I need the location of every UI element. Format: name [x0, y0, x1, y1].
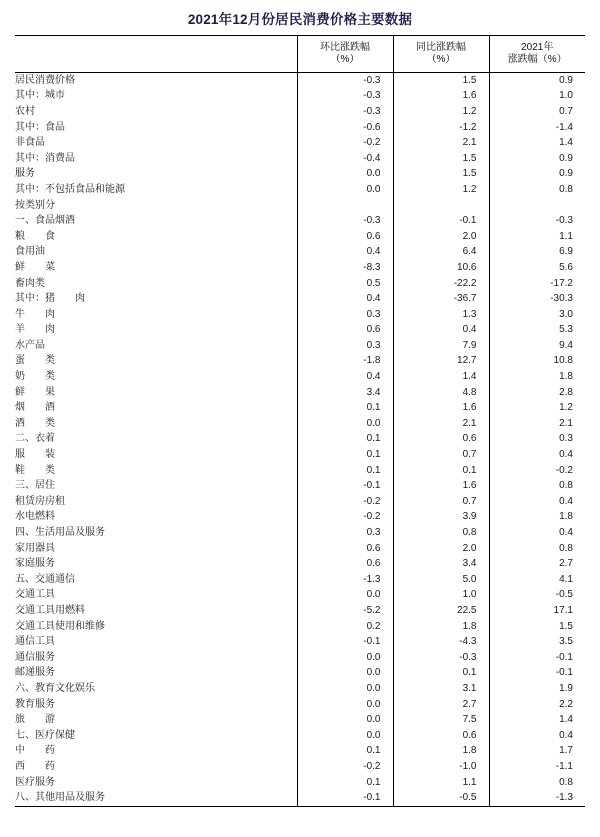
row-value: 0.0 [297, 650, 393, 666]
row-label: 农村 [15, 105, 35, 117]
row-value: -0.5 [489, 588, 585, 604]
row-value: 1.4 [489, 135, 585, 151]
row-value: 0.1 [393, 463, 489, 479]
row-value: 0.0 [297, 697, 393, 713]
row-value: 0.3 [297, 525, 393, 541]
row-value: -5.2 [297, 603, 393, 619]
table-row [15, 245, 585, 261]
row-value: 0.4 [297, 291, 393, 307]
row-label: 四、生活用品及服务 [15, 527, 105, 539]
row-label: 租赁房房租 [15, 495, 65, 507]
row-value: 0.8 [489, 775, 585, 791]
row-value: 0.9 [489, 167, 585, 183]
header-mom-line1: 环比涨跌幅 [320, 42, 370, 53]
row-label: 其中：消费品 [15, 152, 75, 164]
row-label: 鲜 果 [15, 386, 55, 398]
row-label: 教育服务 [15, 698, 55, 710]
row-label: 服 装 [15, 449, 55, 461]
table-row [15, 744, 585, 760]
row-value: 2.1 [393, 135, 489, 151]
row-value: 1.8 [393, 619, 489, 635]
row-value: 2.0 [393, 541, 489, 557]
header-cell-blank [15, 36, 297, 73]
row-value: 17.1 [489, 603, 585, 619]
header-yoy-line2: （%） [426, 54, 456, 65]
row-value: -0.1 [393, 213, 489, 229]
table-row [15, 650, 585, 666]
table-row [15, 603, 585, 619]
row-value: 0.0 [297, 588, 393, 604]
row-value: -0.6 [297, 120, 393, 136]
row-value: -0.2 [297, 135, 393, 151]
row-value: 1.6 [393, 478, 489, 494]
table-row [15, 135, 585, 151]
row-label: 其中：猪 肉 [15, 293, 85, 305]
row-value: 0.3 [489, 432, 585, 448]
row-value: 1.7 [489, 744, 585, 760]
row-value: 1.6 [393, 89, 489, 105]
row-label: 畜肉类 [15, 277, 45, 289]
row-value: -1.8 [297, 354, 393, 370]
row-value: 0.7 [489, 104, 585, 120]
table-row [15, 307, 585, 323]
row-value: 0.1 [297, 775, 393, 791]
row-value: 1.2 [393, 182, 489, 198]
table-row [15, 588, 585, 604]
row-value: -36.7 [393, 291, 489, 307]
row-label: 中 药 [15, 745, 55, 757]
row-value: 1.5 [489, 619, 585, 635]
table-row [15, 697, 585, 713]
row-value [489, 198, 585, 214]
row-value: 5.0 [393, 572, 489, 588]
row-value: 1.9 [489, 681, 585, 697]
row-value: -0.1 [489, 650, 585, 666]
row-label: 家用器具 [15, 542, 55, 554]
table-row [15, 463, 585, 479]
row-value: 9.4 [489, 338, 585, 354]
row-label: 交通工具 [15, 589, 55, 601]
row-label: 其中：城市 [15, 90, 65, 102]
table-row [15, 73, 585, 89]
row-value: 3.4 [297, 385, 393, 401]
row-value: 1.6 [393, 400, 489, 416]
table-row [15, 198, 585, 214]
row-label: 鲜 菜 [15, 261, 55, 273]
row-value: 0.6 [393, 432, 489, 448]
row-value: 0.4 [489, 525, 585, 541]
row-label: 二、衣着 [15, 433, 55, 445]
table-row [15, 385, 585, 401]
table-row [15, 416, 585, 432]
row-value: 0.1 [297, 432, 393, 448]
row-value: -17.2 [489, 276, 585, 292]
table-body [15, 73, 585, 806]
header-cell-mom [297, 36, 393, 73]
table-row [15, 634, 585, 650]
row-value: 12.7 [393, 354, 489, 370]
row-value: 3.9 [393, 510, 489, 526]
row-value: -4.3 [393, 634, 489, 650]
table-row [15, 369, 585, 385]
row-value: -0.2 [297, 494, 393, 510]
row-value: -0.3 [297, 89, 393, 105]
table-row [15, 712, 585, 728]
cpi-data-table [15, 35, 585, 806]
header-cell-annual [489, 36, 585, 73]
row-label: 按类别分 [15, 199, 55, 211]
header-mom-line2: （%） [330, 54, 360, 65]
row-value: 1.3 [393, 307, 489, 323]
table-row [15, 89, 585, 105]
row-value: 2.1 [489, 416, 585, 432]
row-value: -1.3 [297, 572, 393, 588]
row-label: 服务 [15, 168, 35, 180]
row-label: 西 药 [15, 760, 55, 772]
table-row [15, 681, 585, 697]
row-value: 0.0 [297, 728, 393, 744]
row-value: 0.4 [297, 369, 393, 385]
table-row [15, 400, 585, 416]
table-row [15, 213, 585, 229]
row-value: 1.4 [393, 369, 489, 385]
table-row [15, 494, 585, 510]
header-yoy-line1: 同比涨跌幅 [416, 42, 466, 53]
row-value: 0.4 [489, 494, 585, 510]
row-value: 1.8 [489, 369, 585, 385]
row-value: 0.6 [297, 323, 393, 339]
row-label: 一、食品烟酒 [15, 215, 75, 227]
row-value: 1.1 [393, 775, 489, 791]
row-label: 羊 肉 [15, 324, 55, 336]
row-label: 蛋 类 [15, 355, 55, 367]
row-label: 交通工具使用和维修 [15, 620, 105, 632]
table-row [15, 104, 585, 120]
table-row [15, 229, 585, 245]
row-value [393, 198, 489, 214]
row-label: 三、居住 [15, 480, 55, 492]
row-value: -1.2 [393, 120, 489, 136]
row-value: -0.3 [489, 213, 585, 229]
row-label: 鞋 类 [15, 464, 55, 476]
row-value: 0.1 [297, 447, 393, 463]
header-annual-line1: 2021年 [521, 42, 554, 53]
table-row [15, 432, 585, 448]
row-value: 0.0 [297, 712, 393, 728]
row-value: 3.5 [489, 634, 585, 650]
row-value: 0.1 [297, 744, 393, 760]
row-value: 7.5 [393, 712, 489, 728]
table-row [15, 167, 585, 183]
row-value: -0.2 [489, 463, 585, 479]
row-value: 1.0 [489, 89, 585, 105]
row-value: -0.3 [393, 650, 489, 666]
row-label: 医疗服务 [15, 776, 55, 788]
row-label: 牛 肉 [15, 308, 55, 320]
row-value: 0.0 [297, 182, 393, 198]
row-value: 1.2 [393, 104, 489, 120]
row-value: 0.6 [297, 229, 393, 245]
row-value: 0.3 [297, 338, 393, 354]
row-value: 1.1 [489, 229, 585, 245]
row-value: -0.2 [297, 510, 393, 526]
row-value: 0.4 [489, 447, 585, 463]
table-row [15, 447, 585, 463]
table-row [15, 728, 585, 744]
row-label: 其中：食品 [15, 121, 65, 133]
row-value: 2.7 [489, 556, 585, 572]
row-label: 八、其他用品及服务 [15, 792, 105, 804]
row-label: 六、教育文化娱乐 [15, 682, 95, 694]
header-row [15, 36, 585, 73]
row-value: 1.8 [393, 744, 489, 760]
row-value: 0.8 [489, 541, 585, 557]
row-label: 五、交通通信 [15, 573, 75, 585]
row-value: -0.5 [393, 790, 489, 806]
table-row [15, 338, 585, 354]
row-value: -0.3 [297, 213, 393, 229]
row-value: 0.6 [297, 541, 393, 557]
table-row [15, 291, 585, 307]
row-value: -30.3 [489, 291, 585, 307]
row-value: -0.4 [297, 151, 393, 167]
row-value: 0.8 [393, 525, 489, 541]
table-row [15, 572, 585, 588]
row-value: -1.3 [489, 790, 585, 806]
table-row [15, 323, 585, 339]
row-value: -0.3 [297, 73, 393, 89]
row-value: -0.3 [297, 104, 393, 120]
table-row [15, 790, 585, 806]
table-row [15, 120, 585, 136]
row-value: 2.2 [489, 697, 585, 713]
row-value: 2.8 [489, 385, 585, 401]
row-label: 烟 酒 [15, 402, 55, 414]
row-value: 0.4 [393, 323, 489, 339]
row-value: 0.0 [297, 666, 393, 682]
table-row [15, 759, 585, 775]
row-label: 交通工具用燃料 [15, 604, 85, 616]
row-value: 1.0 [393, 588, 489, 604]
row-value: 5.6 [489, 260, 585, 276]
row-label: 家庭服务 [15, 558, 55, 570]
table-row [15, 182, 585, 198]
table-row [15, 775, 585, 791]
row-value: 10.8 [489, 354, 585, 370]
table-row [15, 260, 585, 276]
header-cell-yoy [393, 36, 489, 73]
row-label: 食用油 [15, 246, 45, 258]
row-value: 1.5 [393, 167, 489, 183]
row-value: 0.8 [489, 182, 585, 198]
row-value: 2.7 [393, 697, 489, 713]
row-value: 1.4 [489, 712, 585, 728]
table-row [15, 510, 585, 526]
row-value: -0.2 [297, 759, 393, 775]
row-value: 1.5 [393, 73, 489, 89]
row-label: 非食品 [15, 137, 45, 149]
row-label: 通信工具 [15, 636, 55, 648]
row-value: 0.2 [297, 619, 393, 635]
table-row [15, 556, 585, 572]
table-bottom-rule [15, 806, 585, 807]
row-label: 粮 食 [15, 230, 55, 242]
row-value: 4.8 [393, 385, 489, 401]
row-value: 0.1 [297, 463, 393, 479]
row-value: 7.9 [393, 338, 489, 354]
row-value: -0.1 [297, 634, 393, 650]
row-value: 5.3 [489, 323, 585, 339]
table-row [15, 276, 585, 292]
row-value: 2.0 [393, 229, 489, 245]
row-value: 0.7 [393, 447, 489, 463]
row-label: 其中：不包括食品和能源 [15, 183, 125, 195]
row-value: 0.9 [489, 73, 585, 89]
row-value: 0.5 [297, 276, 393, 292]
row-value: 0.1 [393, 666, 489, 682]
row-label: 水电燃料 [15, 511, 55, 523]
page-title: 2021年12月份居民消费价格主要数据 [187, 12, 413, 27]
row-label: 通信服务 [15, 651, 55, 663]
row-value: 0.0 [297, 167, 393, 183]
row-value: 0.4 [489, 728, 585, 744]
row-value: 0.6 [297, 556, 393, 572]
row-value: 22.5 [393, 603, 489, 619]
row-label: 邮递服务 [15, 667, 55, 679]
table-row [15, 478, 585, 494]
row-value: 0.8 [489, 478, 585, 494]
row-label: 居民消费价格 [15, 74, 75, 86]
row-value: 1.5 [393, 151, 489, 167]
row-value: -1.1 [489, 759, 585, 775]
table-row [15, 525, 585, 541]
row-value: 0.1 [297, 400, 393, 416]
row-value: 3.0 [489, 307, 585, 323]
row-value: 0.0 [297, 416, 393, 432]
row-value: 0.4 [297, 245, 393, 261]
table-row [15, 619, 585, 635]
row-label: 奶 类 [15, 371, 55, 383]
row-value: 0.9 [489, 151, 585, 167]
table-row [15, 354, 585, 370]
row-value: 1.2 [489, 400, 585, 416]
row-value: 0.0 [297, 681, 393, 697]
row-value: -22.2 [393, 276, 489, 292]
row-value: 3.4 [393, 556, 489, 572]
table-header [15, 36, 585, 73]
table-row [15, 541, 585, 557]
row-value: 2.1 [393, 416, 489, 432]
row-value: 0.7 [393, 494, 489, 510]
row-value [297, 198, 393, 214]
row-value: 0.6 [393, 728, 489, 744]
row-value: -1.0 [393, 759, 489, 775]
row-value: -0.1 [297, 790, 393, 806]
table-row [15, 666, 585, 682]
row-value: 6.4 [393, 245, 489, 261]
row-value: 10.6 [393, 260, 489, 276]
row-value: 0.3 [297, 307, 393, 323]
row-value: -0.1 [297, 478, 393, 494]
header-annual-line2: 涨跌幅（%） [507, 54, 567, 65]
table-row [15, 151, 585, 167]
row-label: 旅 游 [15, 714, 55, 726]
row-value: -0.1 [489, 666, 585, 682]
row-value: 1.8 [489, 510, 585, 526]
row-label: 水产品 [15, 339, 45, 351]
row-value: 3.1 [393, 681, 489, 697]
row-label: 酒 类 [15, 417, 55, 429]
row-value: 6.9 [489, 245, 585, 261]
row-label: 七、医疗保健 [15, 729, 75, 741]
row-value: -1.4 [489, 120, 585, 136]
row-value: 4.1 [489, 572, 585, 588]
row-value: -8.3 [297, 260, 393, 276]
